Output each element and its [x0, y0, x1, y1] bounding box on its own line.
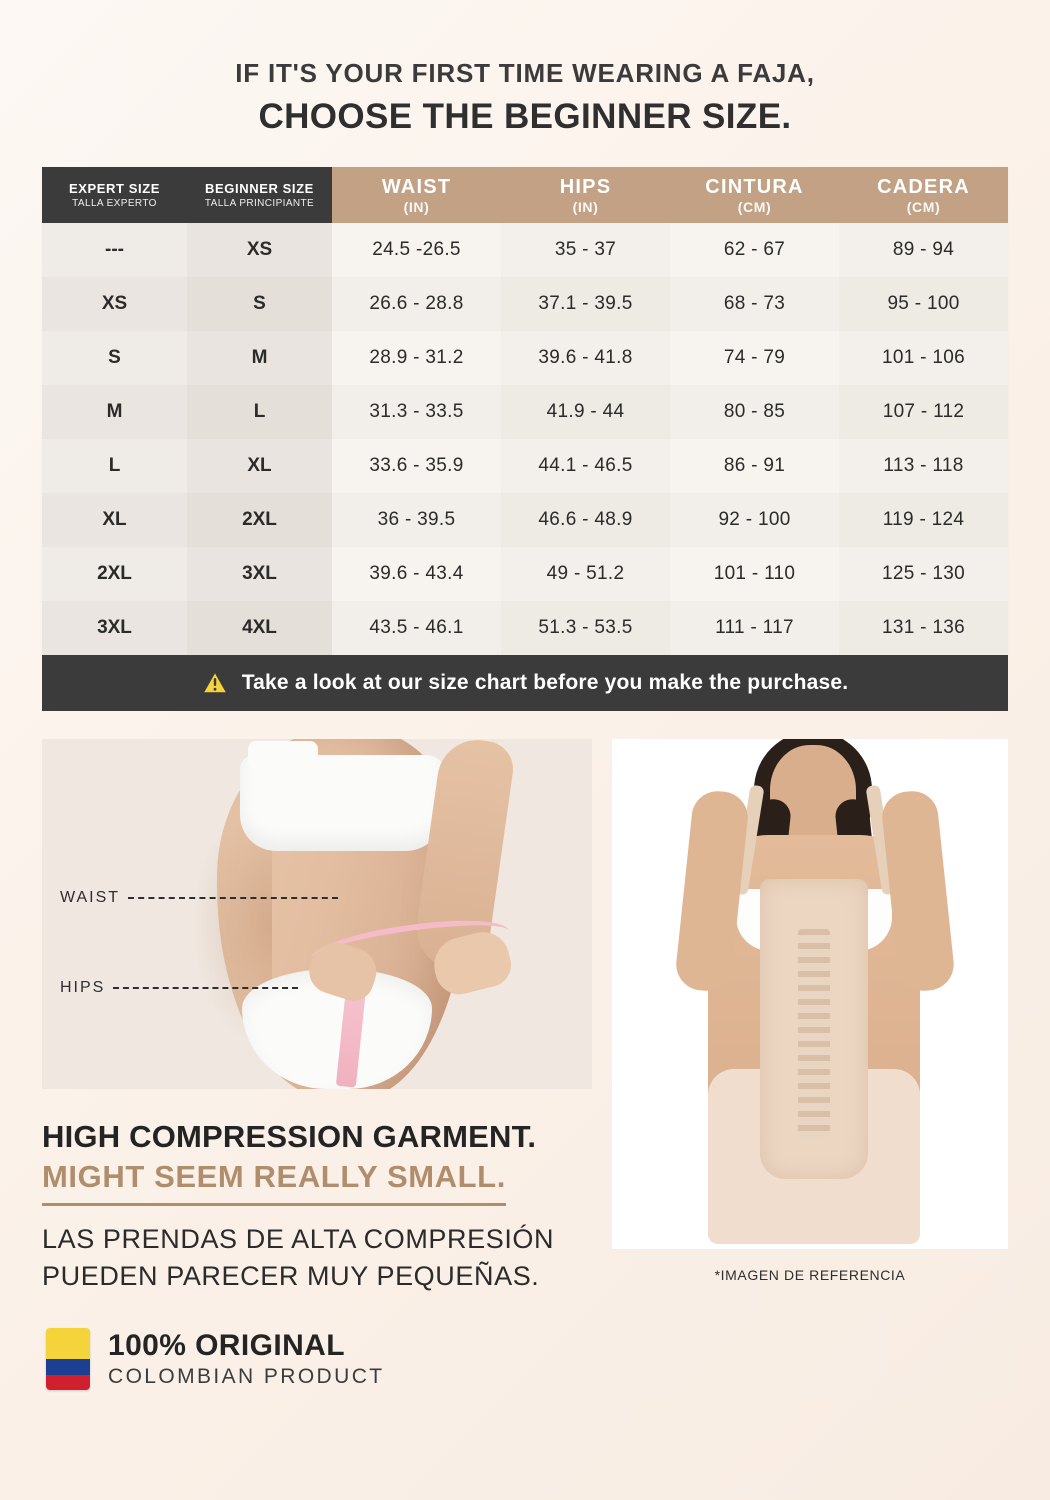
- cell-cintura-cm: 111 - 117: [670, 601, 839, 655]
- column-header-beginner-size: [187, 167, 332, 223]
- cell-hips-in: 39.6 - 41.8: [501, 331, 670, 385]
- measurement-diagram-image: [42, 739, 592, 1089]
- cell-hips-in: 35 - 37: [501, 223, 670, 277]
- cell-hips-in: 49 - 51.2: [501, 547, 670, 601]
- cell-beginner-size: L: [187, 385, 332, 439]
- header-sub: TALLA EXPERTO: [72, 198, 157, 209]
- header-sub: (CM): [737, 198, 772, 215]
- cell-cadera-cm: 101 - 106: [839, 331, 1008, 385]
- cell-expert-size: S: [42, 331, 187, 385]
- cell-waist-in: 36 - 39.5: [332, 493, 501, 547]
- cell-beginner-size: 4XL: [187, 601, 332, 655]
- cell-waist-in: 31.3 - 33.5: [332, 385, 501, 439]
- cell-expert-size: XS: [42, 277, 187, 331]
- header-main: EXPERT SIZE: [68, 181, 161, 196]
- cell-hips-in: 46.6 - 48.9: [501, 493, 670, 547]
- waist-dashed-line: [128, 897, 338, 899]
- headline-line-1: IF IT'S YOUR FIRST TIME WEARING A FAJA,: [235, 58, 815, 88]
- column-header-cintura-cm: [670, 167, 839, 223]
- cell-expert-size: XL: [42, 493, 187, 547]
- waist-label: WAIST: [60, 889, 121, 906]
- table-row: [42, 331, 1008, 385]
- cell-cadera-cm: 131 - 136: [839, 601, 1008, 655]
- header-main: CINTURA: [705, 175, 804, 198]
- cell-waist-in: 26.6 - 28.8: [332, 277, 501, 331]
- cell-cadera-cm: 125 - 130: [839, 547, 1008, 601]
- table-row: [42, 547, 1008, 601]
- cell-beginner-size: 2XL: [187, 493, 332, 547]
- cell-expert-size: L: [42, 439, 187, 493]
- table-row: [42, 493, 1008, 547]
- header-row: [42, 167, 1008, 223]
- table-row: [42, 277, 1008, 331]
- cell-waist-in: 24.5 -26.5: [332, 223, 501, 277]
- cell-cadera-cm: 89 - 94: [839, 223, 1008, 277]
- cell-expert-size: 3XL: [42, 601, 187, 655]
- cell-waist-in: 33.6 - 35.9: [332, 439, 501, 493]
- origin-title: 100% ORIGINAL: [108, 1329, 345, 1363]
- reference-model-image: [612, 739, 1008, 1249]
- column-header-hips-in: [501, 167, 670, 223]
- cell-cadera-cm: 119 - 124: [839, 493, 1008, 547]
- photo-section: [42, 739, 1008, 1294]
- cell-expert-size: ---: [42, 223, 187, 277]
- header-main: CADERA: [877, 175, 970, 198]
- table-row: [42, 385, 1008, 439]
- cell-beginner-size: XS: [187, 223, 332, 277]
- headline-line-2: CHOOSE THE BEGINNER SIZE.: [258, 97, 792, 136]
- header-sub: (IN): [403, 198, 430, 215]
- table-row: [42, 601, 1008, 655]
- colombia-flag-icon: [46, 1328, 90, 1390]
- size-chart-notice: [42, 655, 1008, 711]
- cell-beginner-size: S: [187, 277, 332, 331]
- flag-stripe-blue: [46, 1359, 90, 1375]
- page-title: [0, 0, 1050, 137]
- header-main: WAIST: [381, 175, 452, 198]
- header-sub: TALLA PRINCIPIANTE: [204, 198, 315, 209]
- copy-line-3-a: LAS PRENDAS DE ALTA COMPRESIÓN: [42, 1224, 555, 1254]
- cell-expert-size: 2XL: [42, 547, 187, 601]
- hips-dashed-line: [113, 987, 298, 989]
- cell-cintura-cm: 80 - 85: [670, 385, 839, 439]
- reference-image-caption: *IMAGEN DE REFERENCIA: [714, 1267, 906, 1283]
- sports-bra-illustration: [240, 755, 445, 851]
- cell-waist-in: 28.9 - 31.2: [332, 331, 501, 385]
- cell-waist-in: 39.6 - 43.4: [332, 547, 501, 601]
- header-sub: (IN): [572, 198, 599, 215]
- cell-expert-size: M: [42, 385, 187, 439]
- table-row: [42, 223, 1008, 277]
- notice-text: Take a look at our size chart before you make the purchase.: [241, 671, 849, 694]
- warning-triangle-icon: [202, 671, 228, 695]
- compression-copy: [42, 1119, 592, 1294]
- size-table-body: [42, 223, 1008, 655]
- cell-cintura-cm: 101 - 110: [670, 547, 839, 601]
- header-sub: (CM): [906, 198, 941, 215]
- cell-cintura-cm: 74 - 79: [670, 331, 839, 385]
- cell-cintura-cm: 62 - 67: [670, 223, 839, 277]
- header-main: BEGINNER SIZE: [205, 181, 314, 196]
- reference-photo-panel: [612, 739, 1008, 1294]
- cell-waist-in: 43.5 - 46.1: [332, 601, 501, 655]
- faja-hook-column: [798, 929, 830, 1139]
- cell-cadera-cm: 113 - 118: [839, 439, 1008, 493]
- column-header-expert-size: [42, 167, 187, 223]
- measurement-panel: [42, 739, 592, 1294]
- cell-cadera-cm: 95 - 100: [839, 277, 1008, 331]
- column-header-waist-in: [332, 167, 501, 223]
- copy-line-1: HIGH COMPRESSION GARMENT.: [42, 1119, 537, 1154]
- copy-line-3-b: PUEDEN PARECER MUY PEQUEÑAS.: [42, 1261, 540, 1292]
- size-table-wrapper: [42, 167, 1008, 655]
- cell-hips-in: 44.1 - 46.5: [501, 439, 670, 493]
- header-main: HIPS: [559, 175, 612, 198]
- hips-marker: [60, 979, 298, 997]
- cell-beginner-size: XL: [187, 439, 332, 493]
- cell-cintura-cm: 68 - 73: [670, 277, 839, 331]
- flag-stripe-red: [46, 1375, 90, 1391]
- cell-beginner-size: M: [187, 331, 332, 385]
- origin-badge-text: [108, 1329, 385, 1389]
- cell-beginner-size: 3XL: [187, 547, 332, 601]
- hips-label: HIPS: [60, 979, 106, 996]
- copy-line-2: MIGHT SEEM REALLY SMALL.: [42, 1159, 506, 1206]
- cell-hips-in: 37.1 - 39.5: [501, 277, 670, 331]
- origin-badge: [46, 1328, 1050, 1390]
- origin-subtitle: COLOMBIAN PRODUCT: [108, 1365, 385, 1389]
- size-table-head: [42, 167, 1008, 223]
- waist-marker: [60, 889, 338, 907]
- size-table: [42, 167, 1008, 655]
- cell-cintura-cm: 92 - 100: [670, 493, 839, 547]
- cell-cintura-cm: 86 - 91: [670, 439, 839, 493]
- cell-cadera-cm: 107 - 112: [839, 385, 1008, 439]
- flag-stripe-yellow: [46, 1328, 90, 1359]
- table-row: [42, 439, 1008, 493]
- cell-hips-in: 41.9 - 44: [501, 385, 670, 439]
- cell-hips-in: 51.3 - 53.5: [501, 601, 670, 655]
- column-header-cadera-cm: [839, 167, 1008, 223]
